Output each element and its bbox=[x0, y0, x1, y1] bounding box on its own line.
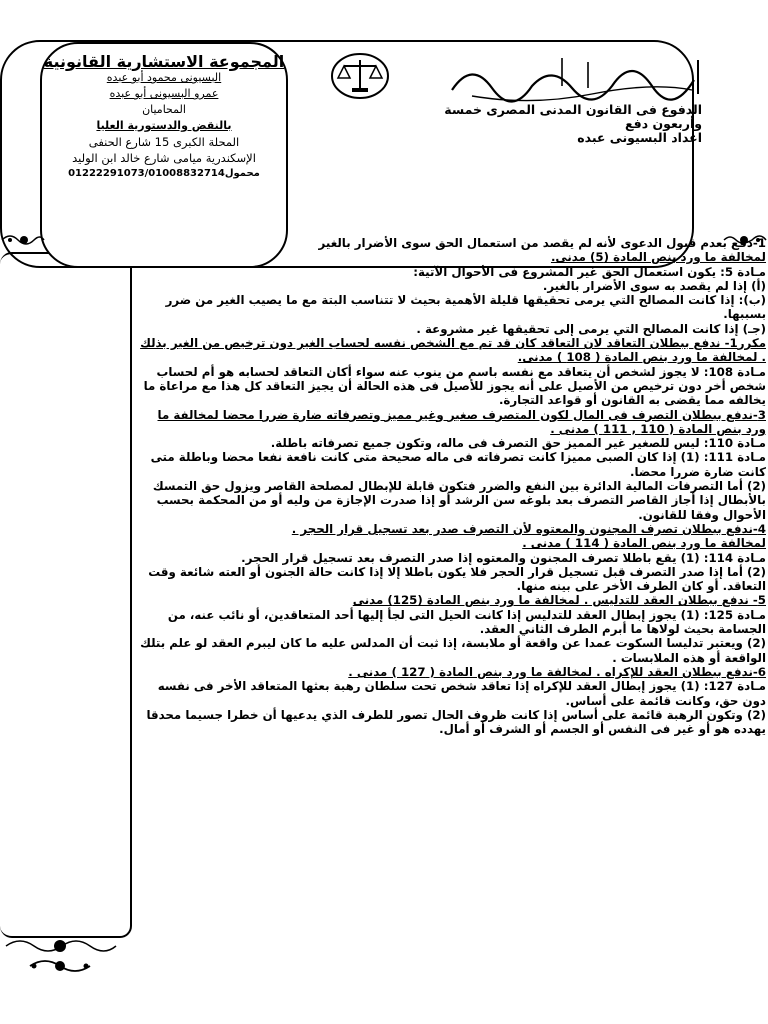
document-title-block bbox=[412, 103, 702, 145]
floral-ornament-icon bbox=[0, 230, 46, 250]
paragraph: مـادة 5: يكون استعمال الحق غير المشروع فى الأحوال الآتية: bbox=[413, 264, 766, 279]
paragraph: 6-ندفع ببطلان العقد للإكراه . لمخالفة ما ورد بنص المادة ( 127 ) مدنى . bbox=[348, 664, 766, 679]
letterhead-box bbox=[40, 42, 288, 268]
lawyer-name-1: البسيونى محمود أبو عبده bbox=[106, 71, 222, 84]
paragraph: 5- ندفع ببطلان العقد للتدليس . لمخالفة ما ورد بنص المادة (125) مدنى bbox=[352, 593, 766, 608]
paragraph: مـادة 114: (1) يقع باطلا تصرف المجنون والمعتوه إذا صدر التصرف بعد تسجيل قرار الحجر. bbox=[241, 550, 766, 565]
left-margin-frame bbox=[0, 252, 132, 938]
paragraph: مـادة 127: (1) يجوز إبطال العقد للإكراه إذا تعاقد شخص تحت سلطان رهبة بعثها المتعاقد الأخر فى نفسه دون حق، وكانت قائمة على أساس. bbox=[157, 679, 766, 708]
paragraph: مـادة 108: لا يجوز لشخص أن يتعاقد مع نفسه باسم من ينوب عنه سواء أكان التعاقد لحسابه هو أم لحساب شخص أخر دون ترخيص من الأصيل على أنه يجوز للأصيل فى هذه الحالة أن يجيز التعاقد كل هذا مع مراعاة ما يخالفه مما يقضى به القانون أو قواعد التجارة. bbox=[143, 364, 766, 408]
phone-numbers: محمول01222291073/01008832714 bbox=[68, 168, 260, 179]
paragraph: لمخالفة ما ورد بنص المادة (5) مدنى. bbox=[550, 250, 766, 265]
paragraph: (جـ) إذا كانت المصالح التي يرمى إلى تحقيقها غير مشروعة . bbox=[416, 321, 766, 336]
floral-ornament-icon bbox=[0, 932, 120, 976]
paragraph: (ب): إذا كانت المصالح التي يرمى تحقيقها قليلة الأهمية بحيث لا تتناسب البتة مع ما يصيب الغير من ضرر بسببها. bbox=[165, 293, 766, 322]
paragraph: (أ) إذا لم يقصد به سوى الأضرار بالغير. bbox=[542, 278, 766, 293]
paragraph: (2) ويعتبر تدليسا السكوت عمدا عن واقعة أو ملابسة، إذا ثبت أن المدلس عليه ما كان ليبرم العقد لو علم بتلك الواقعة أو هذه الملابسات . bbox=[140, 636, 766, 665]
paragraph: 1-دفع بعدم قبول الدعوى لأنه لم يقصد من استعمال الحق سوى الأضرار بالغير bbox=[318, 236, 766, 250]
paragraph: 4-ندفع ببطلان تصرف المجنون والمعتوه لأن التصرف صدر بعد تسجيل قرار الحجر . bbox=[291, 521, 766, 536]
paragraph: (2) أما التصرفات المالية الدائرة بين النفع والضرر فتكون قابلة للإبطال لمصلحة القاصر ويزول حق التمسك بالأبطال إذا أجاز القاصر التصرف بعد بلوغه سن الرشد أو إذا صدرت الإجازة من وليه أو من المحكمة بحسب الأحوال وفقا للقانون. bbox=[152, 479, 766, 522]
scales-of-justice-icon bbox=[330, 52, 390, 100]
paragraph: مكرر1- ندفع ببطلان التعاقد لان التعاقد كان قد تم مع الشخص نفسه لحساب الغير دون ترخيص من الغير بذلك . لمخالفة ما ورد بنص المادة ( 108 ) مدنى. bbox=[140, 336, 766, 365]
address-line-1: المحلة الكبرى 15 شارع الحنفى bbox=[88, 135, 240, 149]
document-title: الدفوع فى القانون المدنى المصرى خمسة وأربعون دفع bbox=[444, 102, 702, 131]
paragraph: 3-ندفع ببطلان التصرف فى المال لكون المتصرف صغير وغير مميز وتصرفاته ضارة ضررا محضا لمخالفة ما ورد بنص المادة ( 110 , 111 ) مدنى . bbox=[157, 407, 766, 436]
document-body bbox=[140, 236, 766, 736]
lawyers-role: المحاميان bbox=[142, 103, 186, 116]
author-line: اعداد البسيونى عبده bbox=[577, 130, 702, 145]
lawyer-name-2: عمرو البسيونى أبو عبده bbox=[109, 87, 219, 100]
paragraph: (2) وتكون الرهبة قائمة على أساس إذا كانت ظروف الحال تصور للطرف الذي يدعيها أن خطرا جسيما محدقا يهدده هو أو غير فى النفس أو الجسم أو الشرف أو أمال. bbox=[146, 707, 766, 737]
paragraph: مـادة 125: (1) يجوز إبطال العقد للتدليس إذا كانت الحيل التى لجأ إليها أحد المتعاقدين، أو نائب عنه، من الجسامة بحيث لولاها ما أبرم الطرف الثاني العقد. bbox=[167, 607, 766, 637]
paragraph: مـادة 111: (1) إذا كان الصبى مميزا كانت تصرفاته فى ماله صحيحة متى كانت نافعة نفعا محضا وباطلة متى كانت ضارة ضررا محضا. bbox=[150, 450, 766, 479]
paragraph: مـادة 110: ليس للصغير غير المميز حق التصرف فى ماله، وتكون جميع تصرفاته باطلة. bbox=[270, 436, 766, 451]
paragraph: لمخالفة ما ورد بنص المادة ( 114 ) مدنى . bbox=[522, 536, 766, 551]
address-line-2: الإسكندرية ميامى شارع خالد ابن الوليد bbox=[72, 151, 256, 165]
firm-name: المجموعة الاستشارية القانونية bbox=[43, 52, 285, 71]
court-level: بالنقض والدستورية العليا bbox=[96, 119, 232, 132]
paragraph: (2) أما إذا صدر التصرف قبل تسجيل قرار الحجر فلا يكون باطلا إلا إذا كانت حالة الجنون أو العته شائعة وقت التعاقد. أو كان الطرف الأخر على بينه منها. bbox=[148, 564, 766, 594]
